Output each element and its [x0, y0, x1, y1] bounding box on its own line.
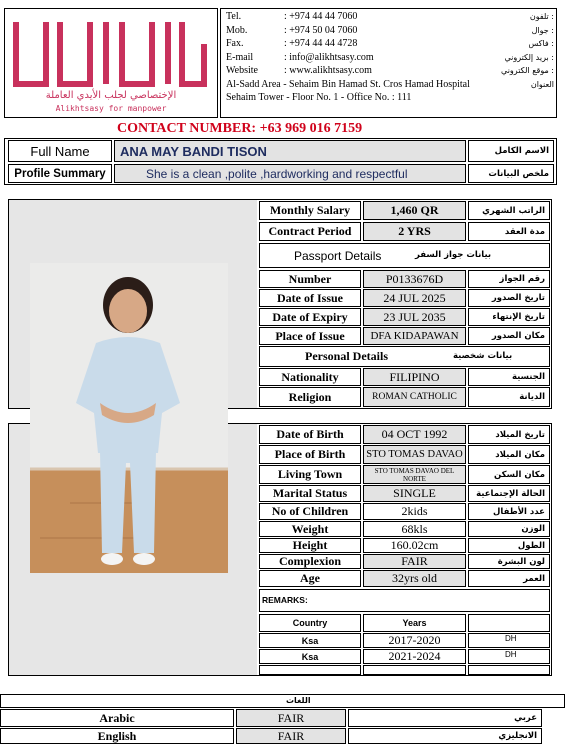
contact-value[interactable]: : +974 50 04 7060 — [284, 24, 358, 36]
language-label: Arabic — [0, 709, 234, 727]
field-value: STO TOMAS DAVAO — [363, 445, 466, 464]
full-name-label: Full Name — [8, 140, 112, 162]
contact-row — [226, 37, 554, 51]
experience-header-years: Years — [363, 614, 466, 632]
field-label: No of Children — [259, 503, 361, 520]
language-label-ar: الانجليزي — [348, 728, 542, 744]
field-label: Living Town — [259, 465, 361, 484]
contact-label: Fax. — [226, 38, 244, 49]
language-level: FAIR — [236, 728, 346, 744]
field-value: FAIR — [363, 554, 466, 569]
contact-label-ar: تلفون : — [529, 12, 554, 21]
contact-label-ar: موقع الكتروني : — [501, 66, 554, 75]
languages-title-ar: اللغات — [286, 696, 311, 705]
field-value: DFA KIDAPAWAN — [363, 327, 466, 345]
field-label-ar: الراتب الشهري — [468, 201, 550, 220]
passport-section-title: Passport Details — [294, 249, 382, 263]
field-label-ar: مدة العقد — [468, 222, 550, 241]
field-label: Nationality — [259, 368, 361, 386]
field-value: 32yrs old — [363, 570, 466, 587]
experience-note: DH — [468, 649, 550, 664]
contact-value[interactable]: : info@alikhtsasy.com — [284, 51, 374, 63]
field-value: 04 OCT 1992 — [363, 425, 466, 444]
contact-row — [226, 10, 554, 24]
contact-label-ar: فاكس : — [528, 39, 554, 48]
experience-country: Ksa — [259, 649, 361, 664]
field-value: SINGLE — [363, 485, 466, 502]
field-label-ar: لون البشرة — [468, 554, 550, 569]
field-label: Date of Birth — [259, 425, 361, 444]
contact-row — [226, 51, 554, 65]
agency-logo — [10, 14, 210, 92]
contact-value: : +974 44 44 4728 — [284, 38, 358, 49]
logo-english-text: Alikhtsasy for manpower — [55, 104, 167, 113]
address-line-2: Sehaim Tower - Floor No. 1 - Office No. : 111 — [226, 92, 412, 103]
experience-note: DH — [468, 633, 550, 648]
field-value: FILIPINO — [363, 368, 466, 386]
full-name-value: ANA MAY BANDI TISON — [114, 140, 466, 162]
field-label-ar: الجنسية — [468, 368, 550, 386]
full-name-label-ar: الاسم الكامل — [468, 140, 554, 162]
field-value: STO TOMAS DAVAO DEL NORTE — [363, 465, 466, 484]
candidate-photo — [30, 263, 228, 573]
field-label: Date of Issue — [259, 289, 361, 307]
address-row — [226, 78, 554, 92]
contact-value[interactable]: : +974 44 44 7060 — [284, 11, 358, 22]
language-label-ar: عربي — [348, 709, 542, 727]
language-level: FAIR — [236, 709, 346, 727]
field-label-ar: مكان السكن — [468, 465, 550, 484]
contact-number[interactable]: CONTACT NUMBER: +63 969 016 7159 — [117, 121, 363, 136]
logo-arabic-text: الإختصاصي لجلب الأيدي العاملة — [45, 90, 177, 101]
field-label-ar: مكان الصدور — [468, 327, 550, 345]
field-value: 1,460 QR — [363, 201, 466, 220]
field-label: Monthly Salary — [259, 201, 361, 220]
experience-empty-row — [363, 665, 466, 675]
field-value: 2kids — [363, 503, 466, 520]
field-label-ar: العمر — [468, 570, 550, 587]
field-value: 2 YRS — [363, 222, 466, 241]
field-value: 23 JUL 2035 — [363, 308, 466, 326]
field-value: 68kls — [363, 521, 466, 537]
field-label: Date of Expiry — [259, 308, 361, 326]
profile-summary-label-ar: ملخص البيانات — [468, 164, 554, 183]
profile-summary-label: Profile Summary — [8, 164, 112, 183]
profile-summary-value: She is a clean ,polite ,hardworking and respectful — [114, 164, 466, 183]
field-label: Weight — [259, 521, 361, 537]
field-label: Number — [259, 270, 361, 288]
experience-empty-row — [259, 665, 361, 675]
contact-label-ar: جوال : — [531, 25, 554, 35]
contact-label: Website — [226, 65, 258, 76]
field-value: ROMAN CATHOLIC — [363, 387, 466, 407]
language-label: English — [0, 728, 234, 744]
field-label-ar: الوزن — [468, 521, 550, 537]
field-value: 24 JUL 2025 — [363, 289, 466, 307]
address-label-ar: العنوان — [530, 79, 554, 89]
contact-label: Mob. — [226, 24, 248, 36]
remarks-label: REMARKS: — [262, 595, 308, 605]
field-label-ar: الديانة — [468, 387, 550, 407]
contact-label: Tel. — [226, 11, 242, 22]
experience-header-country: Country — [259, 614, 361, 632]
contact-value[interactable]: : www.alikhtsasy.com — [284, 65, 372, 76]
address-line-1: Al-Sadd Area - Sehaim Bin Hamad St. Cros Hamad Hospital — [226, 78, 470, 90]
experience-header-blank — [468, 614, 550, 632]
field-label: Height — [259, 538, 361, 553]
field-label-ar: رقم الجواز — [468, 270, 550, 288]
field-label-ar: تاريخ الميلاد — [468, 425, 550, 444]
field-label-ar: الطول — [468, 538, 550, 553]
field-value: P0133676D — [363, 270, 466, 288]
field-label: Age — [259, 570, 361, 587]
experience-years: 2021-2024 — [363, 649, 466, 664]
personal-section-title-ar: بيانات شخصية — [453, 351, 513, 361]
field-label-ar: عدد الأطفال — [468, 503, 550, 520]
contact-label: E-mail — [226, 51, 254, 63]
contact-row — [226, 64, 554, 78]
field-label: Marital Status — [259, 485, 361, 502]
field-label: Contract Period — [259, 222, 361, 241]
field-label-ar: تاريخ الإنتهاء — [468, 308, 550, 326]
field-label: Complexion — [259, 554, 361, 569]
field-label-ar: تاريخ الصدور — [468, 289, 550, 307]
passport-section-title-ar: بيانات جواز السفر — [415, 250, 492, 260]
field-label: Religion — [259, 387, 361, 407]
experience-years: 2017-2020 — [363, 633, 466, 648]
field-label-ar: مكان الميلاد — [468, 445, 550, 464]
field-value: 160.02cm — [363, 538, 466, 553]
personal-section-title: Personal Details — [305, 349, 388, 363]
field-label: Place of Issue — [259, 327, 361, 345]
contact-row — [226, 24, 554, 38]
languages-header — [0, 694, 565, 708]
experience-empty-row — [468, 665, 550, 675]
field-label-ar: الحالة الإجتماعية — [468, 485, 550, 502]
contact-label-ar: بريد إلكتروني : — [504, 52, 554, 62]
contact-list — [226, 10, 554, 105]
field-label: Place of Birth — [259, 445, 361, 464]
experience-country: Ksa — [259, 633, 361, 648]
